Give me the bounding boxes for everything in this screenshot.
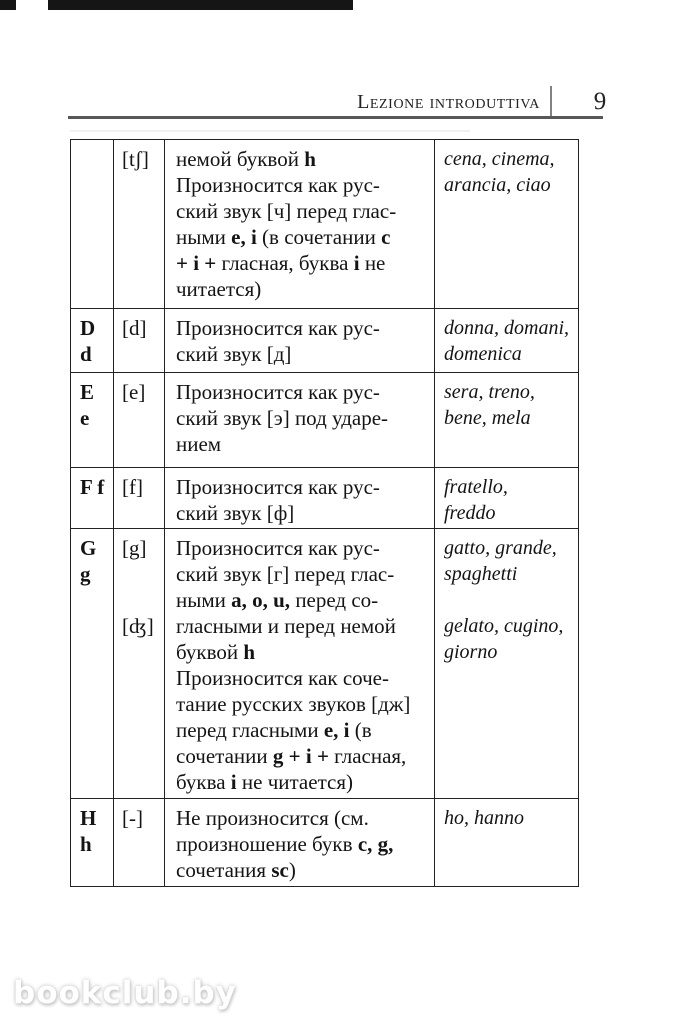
- text-line: bene, mela: [444, 407, 531, 429]
- text-line: E: [80, 380, 95, 404]
- description-cell: [165, 799, 435, 886]
- text-line: [f]: [122, 475, 143, 499]
- text-line: donna, domani,: [444, 317, 569, 339]
- text-line: Не произносится (см.: [176, 806, 369, 830]
- description-cell: [165, 529, 435, 798]
- text-line: сочетании g + i + гласная,: [176, 744, 407, 768]
- text-line: произношение букв c, g,: [176, 832, 394, 856]
- letter-cell: [71, 140, 114, 308]
- scan-artifact-bar-left: [0, 0, 16, 10]
- description-cell: [165, 373, 435, 467]
- text-line: ский звук [г] перед глас-: [176, 562, 395, 586]
- text-line: Произносится как соче-: [176, 666, 389, 690]
- text-line: буква i не читается): [176, 770, 353, 794]
- text-line: [122, 587, 164, 613]
- text-line: [-]: [122, 806, 143, 830]
- examples-cell: [435, 309, 578, 372]
- table-row-d: [71, 309, 578, 373]
- text-line: [e]: [122, 380, 146, 404]
- letter-cell: [71, 799, 114, 886]
- text-line: читается): [176, 277, 262, 301]
- text-line: sera, treno,: [444, 381, 535, 403]
- text-line: [ʤ]: [122, 614, 154, 638]
- sound-cell: [114, 468, 165, 528]
- running-header-title: Lezione introduttiva: [357, 91, 540, 113]
- examples-cell: [435, 468, 578, 528]
- text-line: нием: [176, 432, 222, 456]
- text-line: ными e, i (в сочетании c: [176, 225, 391, 249]
- text-line: гласными и перед немой: [176, 614, 396, 638]
- pronunciation-table: [70, 139, 579, 887]
- text-line: giorno: [444, 641, 498, 663]
- letter-cell: [71, 468, 114, 528]
- letter-cell: [71, 373, 114, 467]
- text-line: gelato, cugino,: [444, 615, 564, 637]
- table-row-h: [71, 799, 578, 886]
- header-divider: [550, 86, 552, 116]
- text-line: Произносится как рус-: [176, 173, 380, 197]
- text-line: arancia, ciao: [444, 174, 551, 196]
- sound-cell: [114, 309, 165, 372]
- description-cell: [165, 468, 435, 528]
- sound-cell: [114, 373, 165, 467]
- examples-cell: [435, 373, 578, 467]
- text-line: ский звук [ч] перед глас-: [176, 199, 397, 223]
- examples-cell: [435, 799, 578, 886]
- description-cell: [165, 140, 435, 308]
- text-line: [tʃ]: [122, 147, 149, 171]
- text-line: Произносится как рус-: [176, 475, 380, 499]
- scan-artifact-bar-main: [48, 0, 353, 10]
- table-row-g: [71, 529, 578, 799]
- text-line: ский звук [д]: [176, 342, 292, 366]
- header-rule: [68, 116, 603, 119]
- letter-cell: [71, 529, 114, 798]
- text-line: H: [80, 806, 97, 830]
- description-cell: [165, 309, 435, 372]
- watermark: bookclub.by: [13, 975, 237, 1011]
- text-line: freddo: [444, 502, 496, 524]
- table-row-c-continued: [71, 140, 578, 309]
- text-line: [d]: [122, 316, 147, 340]
- text-line: Произносится как рус-: [176, 316, 380, 340]
- text-line: g: [80, 562, 91, 586]
- text-line: Произносится как рус-: [176, 380, 380, 404]
- page-number: 9: [593, 88, 607, 115]
- text-line: Произносится как рус-: [176, 536, 380, 560]
- text-line: буквой h: [176, 640, 256, 664]
- examples-cell: [435, 529, 578, 798]
- text-line: ho, hanno: [444, 807, 524, 829]
- text-line: spaghetti: [444, 563, 518, 585]
- text-line: d: [80, 342, 92, 366]
- text-line: немой буквой h: [176, 147, 316, 171]
- text-line: domenica: [444, 343, 522, 365]
- sound-cell: [114, 799, 165, 886]
- text-line: gatto, grande,: [444, 537, 557, 559]
- examples-cell: [435, 140, 578, 308]
- sound-cell: [114, 529, 165, 798]
- table-row-f: [71, 468, 578, 529]
- text-line: ными a, o, u, перед со-: [176, 588, 379, 612]
- text-line: [g]: [122, 536, 147, 560]
- text-line: перед гласными e, i (в: [176, 718, 372, 742]
- text-line: h: [80, 832, 92, 856]
- text-line: D: [80, 316, 96, 340]
- sound-cell: [114, 140, 165, 308]
- text-line: [122, 561, 164, 587]
- text-line: e: [80, 406, 90, 430]
- text-line: G: [80, 536, 97, 560]
- text-line: + i + гласная, буква i не: [176, 251, 386, 275]
- text-line: F f: [80, 475, 105, 499]
- text-line: сочетания sc): [176, 858, 296, 882]
- text-line: fratello,: [444, 476, 508, 498]
- scan-faint-line: [70, 130, 470, 132]
- letter-cell: [71, 309, 114, 372]
- text-line: тание русских звуков [дж]: [176, 692, 411, 716]
- text-line: [444, 587, 576, 613]
- text-line: ский звук [э] под ударе-: [176, 406, 389, 430]
- text-line: ский звук [ф]: [176, 501, 295, 525]
- table-row-e: [71, 373, 578, 468]
- text-line: cena, cinema,: [444, 148, 555, 170]
